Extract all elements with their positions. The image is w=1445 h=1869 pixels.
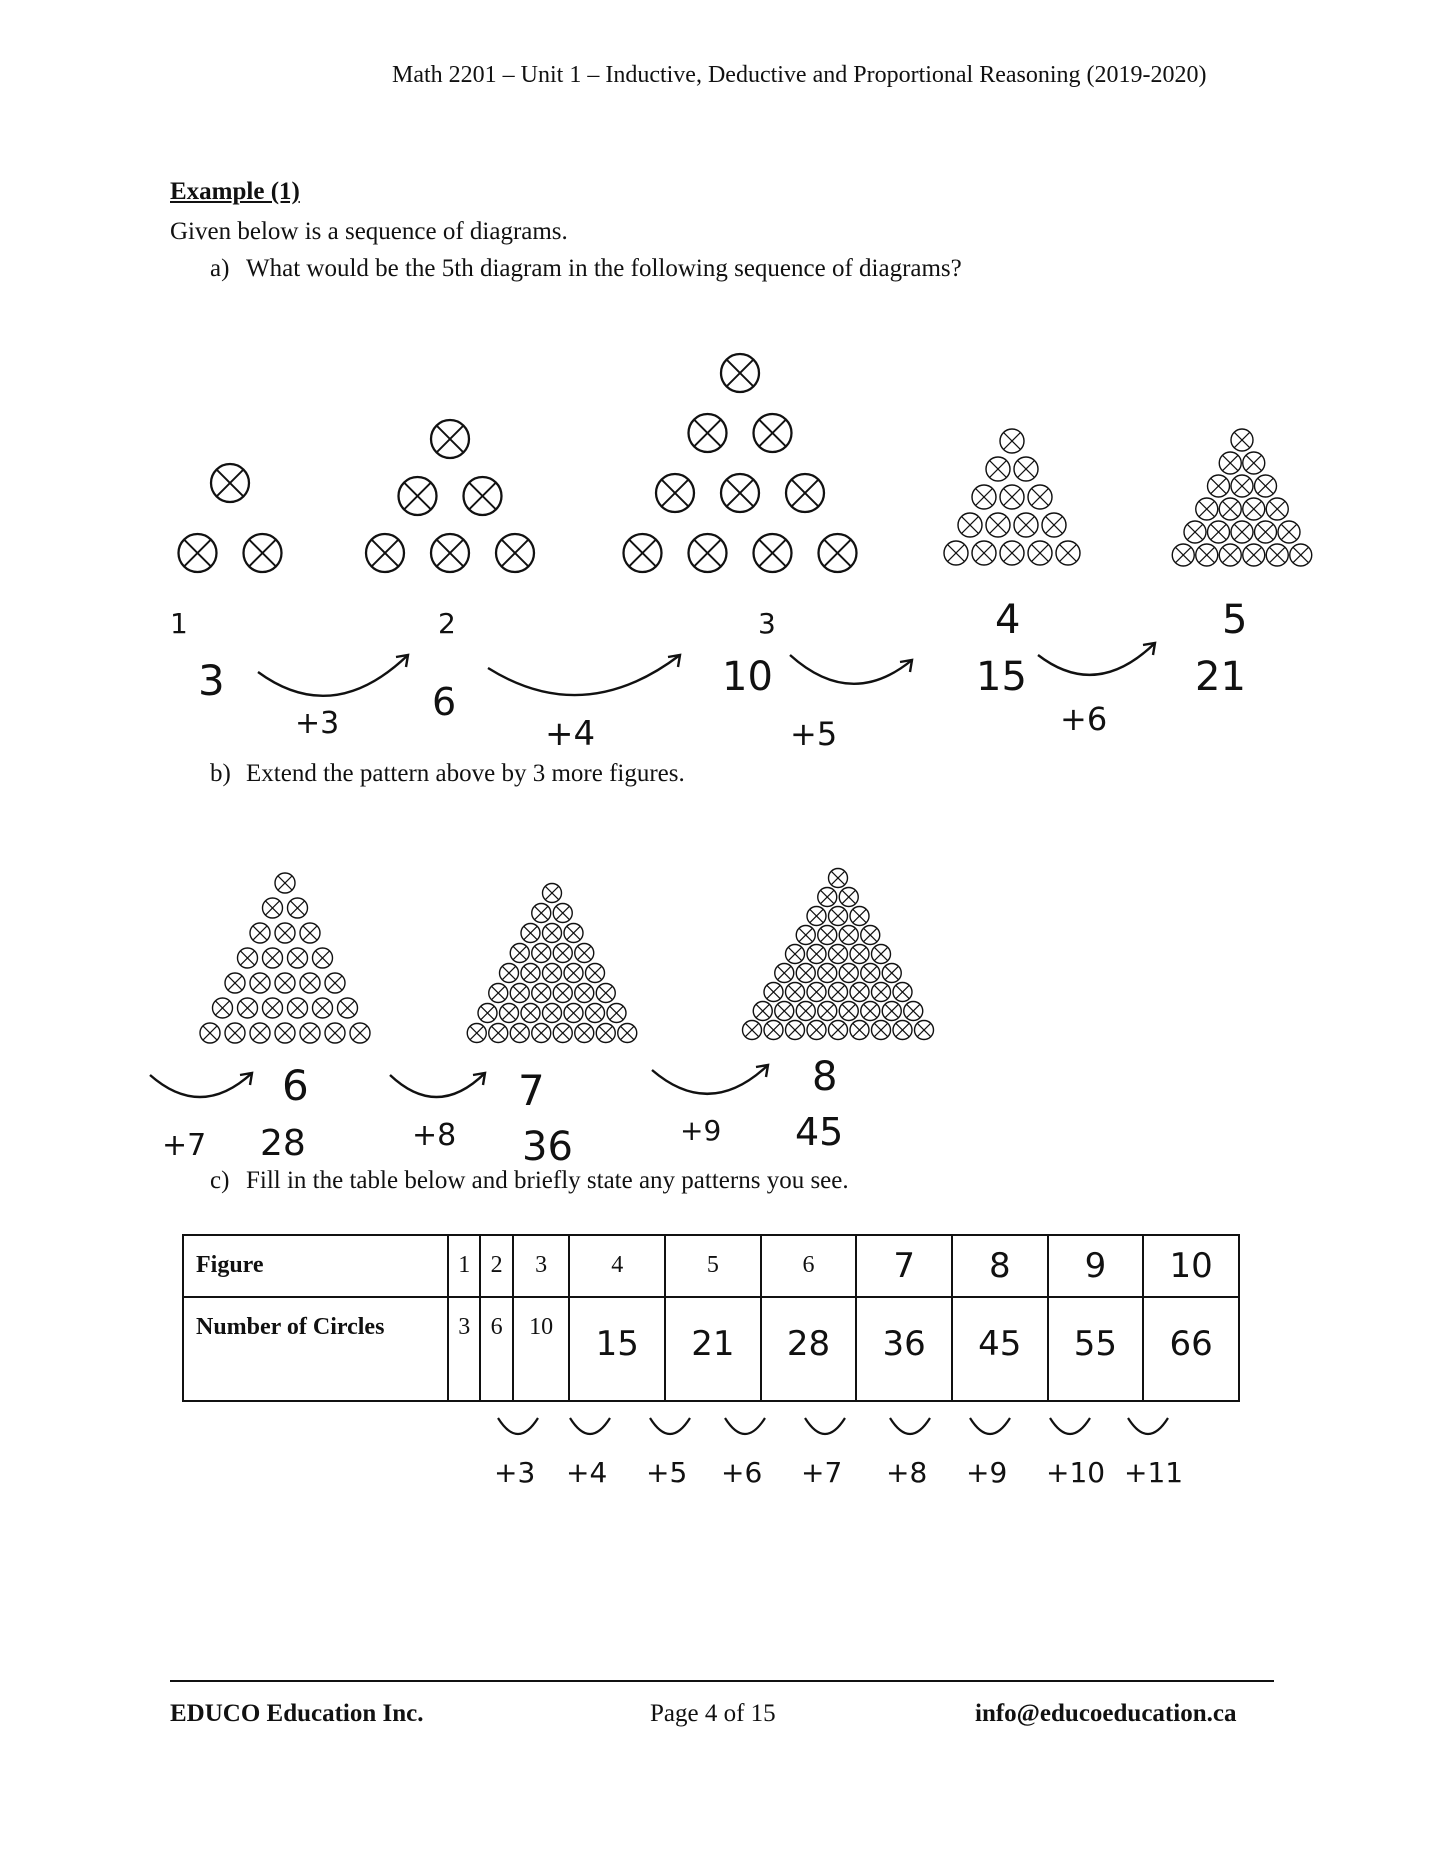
crossed-circle xyxy=(786,1021,805,1040)
crossed-circle xyxy=(399,477,437,515)
question-b-label: b) xyxy=(210,760,231,787)
crossed-circle xyxy=(689,534,727,572)
crossed-circle xyxy=(211,464,249,502)
crossed-circle xyxy=(543,1004,562,1023)
crossed-circle xyxy=(431,534,469,572)
crossed-circle xyxy=(325,973,345,993)
crossed-circle xyxy=(1042,513,1066,537)
crossed-circle xyxy=(861,964,880,983)
difference-cup xyxy=(890,1418,930,1434)
crossed-circle xyxy=(1243,544,1265,566)
crossed-circle xyxy=(532,1024,551,1043)
crossed-circle xyxy=(225,973,245,993)
count-a-5: 21 xyxy=(1195,654,1246,700)
page-header: Math 2201 – Unit 1 – Inductive, Deductive and Proportional Reasoning (2019-2020) xyxy=(392,62,1207,88)
data-table xyxy=(182,1234,1240,1402)
crossed-circle xyxy=(244,534,282,572)
crossed-circle xyxy=(807,945,826,964)
crossed-circle xyxy=(313,998,333,1018)
crossed-circle xyxy=(275,1023,295,1043)
crossed-circle xyxy=(478,1004,497,1023)
crossed-circle xyxy=(753,1002,772,1021)
crossed-circle xyxy=(861,1002,880,1021)
crossed-circle xyxy=(944,541,968,565)
difference-cup xyxy=(650,1418,690,1434)
count-a-3: 10 xyxy=(722,654,773,700)
figure-cell: 2 xyxy=(480,1235,512,1297)
crossed-circle xyxy=(263,898,283,918)
crossed-circle xyxy=(553,984,572,1003)
crossed-circle xyxy=(300,923,320,943)
crossed-circle xyxy=(275,973,295,993)
figure-cell: 7 xyxy=(856,1235,952,1297)
crossed-circle xyxy=(275,873,295,893)
crossed-circle xyxy=(1000,429,1024,453)
diff-a-3: +5 xyxy=(790,715,838,753)
example-title: Example (1) xyxy=(170,178,300,205)
table-difference-label: +10 xyxy=(1046,1456,1106,1489)
crossed-circle xyxy=(1028,541,1052,565)
crossed-circle xyxy=(338,998,358,1018)
crossed-circle xyxy=(607,1004,626,1023)
circles-cell: 15 xyxy=(569,1297,665,1401)
question-c-label: c) xyxy=(210,1167,230,1194)
crossed-circle xyxy=(850,1021,869,1040)
diff-a-1: +3 xyxy=(295,706,340,741)
crossed-circle xyxy=(564,924,583,943)
crossed-circle xyxy=(839,888,858,907)
diff-b-1: +7 xyxy=(162,1128,207,1163)
difference-arrow xyxy=(150,1073,252,1097)
crossed-circle xyxy=(1243,452,1265,474)
crossed-circle xyxy=(575,984,594,1003)
circles-cell: 66 xyxy=(1143,1297,1239,1401)
circles-cell: 3 xyxy=(448,1297,480,1401)
crossed-circle xyxy=(818,888,837,907)
crossed-circle xyxy=(721,354,759,392)
crossed-circle xyxy=(510,944,529,963)
crossed-circle xyxy=(807,907,826,926)
crossed-circle xyxy=(1014,457,1038,481)
circles-cell: 6 xyxy=(480,1297,512,1401)
crossed-circle xyxy=(807,1021,826,1040)
crossed-circle xyxy=(313,948,333,968)
circles-cell: 45 xyxy=(952,1297,1048,1401)
difference-arrow xyxy=(1038,643,1155,675)
crossed-circle xyxy=(1266,498,1288,520)
circles-cell: 36 xyxy=(856,1297,952,1401)
crossed-circle xyxy=(467,1024,486,1043)
crossed-circle xyxy=(1231,429,1253,451)
figure-cell: 4 xyxy=(569,1235,665,1297)
footer-company: EDUCO Education Inc. xyxy=(170,1700,424,1727)
figure-cell: 5 xyxy=(665,1235,761,1297)
crossed-circle xyxy=(1196,544,1218,566)
crossed-circle xyxy=(958,513,982,537)
crossed-circle xyxy=(300,1023,320,1043)
crossed-circle xyxy=(200,1023,220,1043)
crossed-circle xyxy=(521,924,540,943)
crossed-circle xyxy=(586,1004,605,1023)
diff-a-4: +6 xyxy=(1060,700,1108,738)
difference-cup xyxy=(725,1418,765,1434)
crossed-circle xyxy=(1278,521,1300,543)
crossed-circle xyxy=(818,964,837,983)
crossed-circle xyxy=(861,926,880,945)
crossed-circle xyxy=(807,983,826,1002)
crossed-circle xyxy=(829,907,848,926)
crossed-circle xyxy=(796,926,815,945)
crossed-circle xyxy=(986,457,1010,481)
figure-cell: 9 xyxy=(1048,1235,1144,1297)
crossed-circle xyxy=(1231,475,1253,497)
question-a-label: a) xyxy=(210,255,230,282)
difference-cup xyxy=(570,1418,610,1434)
difference-cup xyxy=(1128,1418,1168,1434)
question-a-text: What would be the 5th diagram in the following sequence of diagrams? xyxy=(246,255,962,282)
crossed-circle xyxy=(510,1024,529,1043)
table-difference-label: +7 xyxy=(801,1456,843,1489)
crossed-circle xyxy=(850,983,869,1002)
figure-label-5: 5 xyxy=(1222,597,1248,643)
crossed-circle xyxy=(1255,521,1277,543)
crossed-circle xyxy=(179,534,217,572)
crossed-circle xyxy=(431,420,469,458)
crossed-circle xyxy=(263,948,283,968)
crossed-circle xyxy=(829,869,848,888)
crossed-circle xyxy=(1290,544,1312,566)
crossed-circle xyxy=(1000,541,1024,565)
figure-cell: 8 xyxy=(952,1235,1048,1297)
crossed-circle xyxy=(564,1004,583,1023)
crossed-circle xyxy=(521,1004,540,1023)
difference-arrow xyxy=(390,1073,485,1097)
crossed-circle xyxy=(839,964,858,983)
table-header-figure: Figure xyxy=(183,1235,448,1297)
crossed-circle xyxy=(819,534,857,572)
difference-arrow xyxy=(790,655,912,684)
crossed-circle xyxy=(238,998,258,1018)
crossed-circle xyxy=(882,964,901,983)
crossed-circle xyxy=(618,1024,637,1043)
table-difference-labels xyxy=(494,1456,1183,1489)
footer-page-number: Page 4 of 15 xyxy=(650,1700,776,1727)
figure-label-6: 6 xyxy=(282,1061,309,1110)
count-a-4: 15 xyxy=(976,654,1027,700)
crossed-circle xyxy=(564,964,583,983)
figure-label-3: 3 xyxy=(758,607,776,640)
crossed-circle xyxy=(543,924,562,943)
figure-label-7: 7 xyxy=(518,1066,545,1115)
crossed-circle xyxy=(850,945,869,964)
crossed-circle xyxy=(225,1023,245,1043)
crossed-circle xyxy=(915,1021,934,1040)
figure-cell: 6 xyxy=(761,1235,857,1297)
crossed-circle xyxy=(213,998,233,1018)
table-difference-label: +11 xyxy=(1124,1456,1184,1489)
crossed-circle xyxy=(275,923,295,943)
crossed-circle xyxy=(893,1021,912,1040)
crossed-circle xyxy=(872,1021,891,1040)
figure-label-1: 1 xyxy=(170,607,188,640)
crossed-circle xyxy=(532,904,551,923)
crossed-circle xyxy=(496,534,534,572)
crossed-circle xyxy=(689,414,727,452)
crossed-circle xyxy=(263,998,283,1018)
circles-cell: 55 xyxy=(1048,1297,1144,1401)
intro-text: Given below is a sequence of diagrams. xyxy=(170,218,568,245)
crossed-circle xyxy=(1172,544,1194,566)
crossed-circle xyxy=(288,948,308,968)
crossed-circle xyxy=(1196,498,1218,520)
crossed-circle xyxy=(786,474,824,512)
crossed-circle xyxy=(596,1024,615,1043)
crossed-circle xyxy=(553,904,572,923)
crossed-circle xyxy=(624,534,662,572)
crossed-circle xyxy=(575,1024,594,1043)
difference-cup xyxy=(498,1418,538,1434)
crossed-circle xyxy=(500,964,519,983)
difference-cup xyxy=(970,1418,1010,1434)
crossed-circle xyxy=(796,1002,815,1021)
crossed-circle xyxy=(350,1023,370,1043)
crossed-circle xyxy=(972,485,996,509)
table-difference-cups xyxy=(498,1418,1168,1434)
table-difference-label: +8 xyxy=(886,1456,928,1489)
footer-email: info@educoeducation.ca xyxy=(975,1700,1237,1727)
crossed-circle xyxy=(532,944,551,963)
crossed-circle xyxy=(575,944,594,963)
crossed-circle xyxy=(250,1023,270,1043)
diff-b-3: +9 xyxy=(680,1114,722,1147)
crossed-circle xyxy=(764,983,783,1002)
table-difference-label: +9 xyxy=(966,1456,1008,1489)
figure-label-8: 8 xyxy=(812,1054,838,1100)
table-row-circles xyxy=(183,1297,1239,1401)
figure-label-2: 2 xyxy=(438,607,456,640)
diff-a-2: +4 xyxy=(545,714,596,754)
figure-cell: 3 xyxy=(513,1235,570,1297)
difference-arrow xyxy=(488,655,680,695)
crossed-circle xyxy=(775,964,794,983)
crossed-circle xyxy=(1255,475,1277,497)
table-difference-label: +3 xyxy=(494,1456,536,1489)
crossed-circle xyxy=(743,1021,762,1040)
crossed-circle xyxy=(818,1002,837,1021)
count-a-1: 3 xyxy=(198,656,225,705)
crossed-circle xyxy=(250,973,270,993)
diff-b-2: +8 xyxy=(412,1118,457,1153)
crossed-circle xyxy=(464,477,502,515)
crossed-circle xyxy=(1231,521,1253,543)
crossed-circle xyxy=(1208,521,1230,543)
table-row-figure xyxy=(183,1235,1239,1297)
crossed-circle xyxy=(1266,544,1288,566)
crossed-circle xyxy=(532,984,551,1003)
crossed-circle xyxy=(754,534,792,572)
crossed-circle xyxy=(829,983,848,1002)
count-b-8: 45 xyxy=(795,1110,844,1154)
crossed-circle xyxy=(553,1024,572,1043)
crossed-circle xyxy=(288,998,308,1018)
table-difference-label: +5 xyxy=(646,1456,688,1489)
crossed-circle xyxy=(1028,485,1052,509)
crossed-circle xyxy=(786,945,805,964)
crossed-circle xyxy=(1056,541,1080,565)
question-b-text: Extend the pattern above by 3 more figures. xyxy=(246,760,685,787)
figure-cell: 1 xyxy=(448,1235,480,1297)
figure-cell: 10 xyxy=(1143,1235,1239,1297)
count-a-2: 6 xyxy=(432,680,457,724)
footer-divider xyxy=(170,1680,1274,1682)
crossed-circle xyxy=(238,948,258,968)
crossed-circle xyxy=(288,898,308,918)
crossed-circle xyxy=(596,984,615,1003)
crossed-circle xyxy=(839,1002,858,1021)
crossed-circle xyxy=(754,414,792,452)
crossed-circle xyxy=(1184,521,1206,543)
crossed-circle xyxy=(1243,498,1265,520)
crossed-circle xyxy=(543,884,562,903)
crossed-circle xyxy=(300,973,320,993)
difference-arrow xyxy=(652,1065,768,1094)
crossed-circle xyxy=(1219,452,1241,474)
crossed-circle xyxy=(1219,498,1241,520)
table-difference-label: +4 xyxy=(566,1456,608,1489)
crossed-circle xyxy=(829,1021,848,1040)
difference-cup xyxy=(1050,1418,1090,1434)
crossed-circle xyxy=(1000,485,1024,509)
count-b-6: 28 xyxy=(260,1123,306,1164)
figure-label-4: 4 xyxy=(995,597,1021,643)
crossed-circle xyxy=(543,964,562,983)
crossed-circle xyxy=(796,964,815,983)
crossed-circle xyxy=(893,983,912,1002)
crossed-circle xyxy=(829,945,848,964)
difference-arrow xyxy=(258,655,408,696)
crossed-circle xyxy=(500,1004,519,1023)
difference-cup xyxy=(805,1418,845,1434)
crossed-circle xyxy=(489,984,508,1003)
table-header-circles: Number of Circles xyxy=(183,1297,448,1401)
crossed-circle xyxy=(972,541,996,565)
circles-cell: 10 xyxy=(513,1297,570,1401)
crossed-circle xyxy=(818,926,837,945)
crossed-circle xyxy=(325,1023,345,1043)
crossed-circle xyxy=(786,983,805,1002)
crossed-circle xyxy=(586,964,605,983)
crossed-circle xyxy=(1219,544,1241,566)
crossed-circle xyxy=(521,964,540,983)
crossed-circle xyxy=(510,984,529,1003)
crossed-circle xyxy=(904,1002,923,1021)
crossed-circle xyxy=(250,923,270,943)
circles-cell: 21 xyxy=(665,1297,761,1401)
crossed-circle xyxy=(850,907,869,926)
crossed-circle xyxy=(489,1024,508,1043)
count-b-7: 36 xyxy=(522,1124,573,1170)
question-c-text: Fill in the table below and briefly state any patterns you see. xyxy=(246,1167,849,1194)
crossed-circle xyxy=(764,1021,783,1040)
table-difference-label: +6 xyxy=(721,1456,763,1489)
crossed-circle xyxy=(1208,475,1230,497)
crossed-circle xyxy=(553,944,572,963)
crossed-circle xyxy=(872,983,891,1002)
crossed-circle xyxy=(656,474,694,512)
crossed-circle xyxy=(872,945,891,964)
crossed-circle xyxy=(1014,513,1038,537)
crossed-circle xyxy=(721,474,759,512)
crossed-circle xyxy=(775,1002,794,1021)
circles-cell: 28 xyxy=(761,1297,857,1401)
crossed-circle xyxy=(839,926,858,945)
crossed-circle xyxy=(986,513,1010,537)
crossed-circle xyxy=(882,1002,901,1021)
crossed-circle xyxy=(366,534,404,572)
